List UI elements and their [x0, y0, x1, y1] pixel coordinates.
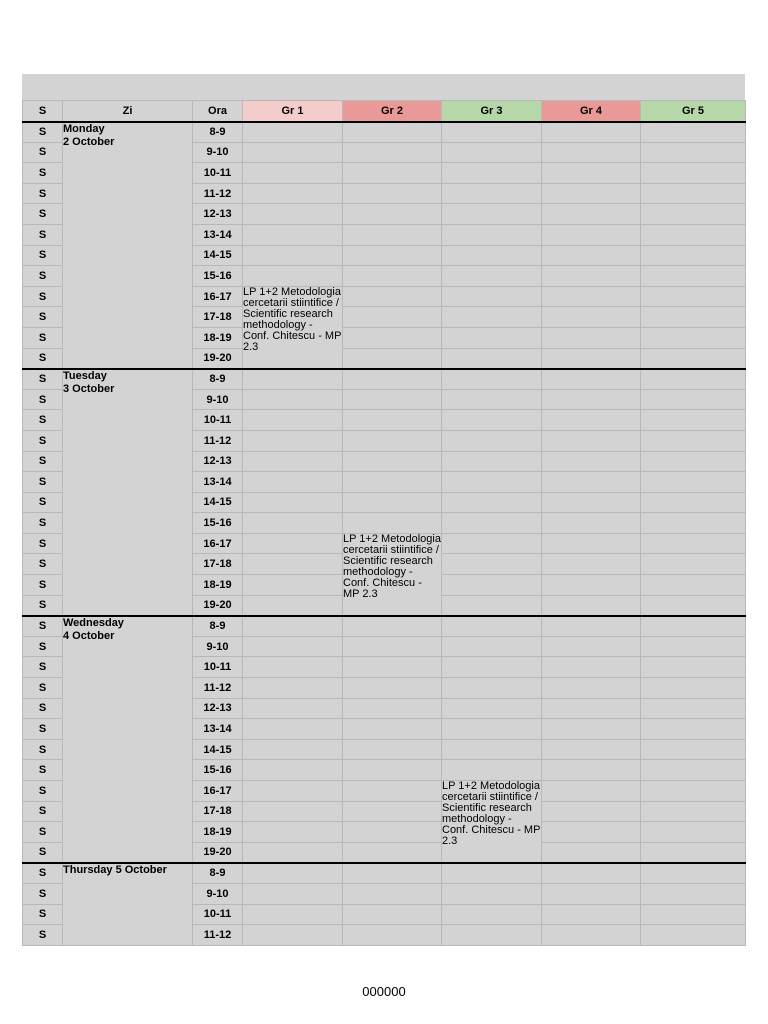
hour-cell: 19-20: [193, 348, 243, 369]
group-slot: [542, 883, 641, 904]
group-slot: [641, 327, 746, 348]
group-slot: [243, 389, 343, 410]
group-slot: [243, 224, 343, 245]
group-slot: [442, 533, 542, 554]
group-slot: [442, 451, 542, 472]
hour-cell: 16-17: [193, 781, 243, 802]
hour-cell: 10-11: [193, 904, 243, 925]
group-slot: [442, 389, 542, 410]
group-slot: [442, 616, 542, 637]
week-marker: S: [23, 719, 63, 740]
group-slot: [542, 492, 641, 513]
col-header-gr4: Gr 4: [542, 101, 641, 122]
group-slot: [442, 307, 542, 328]
group-slot: [243, 472, 343, 493]
header-row: [23, 101, 746, 122]
group-slot: [542, 657, 641, 678]
week-marker: S: [23, 883, 63, 904]
group-slot: [442, 925, 542, 946]
group-slot: [641, 430, 746, 451]
group-slot: [343, 678, 442, 699]
week-marker: S: [23, 327, 63, 348]
course-block: LP 1+2 Metodologia cercetarii stiintifice / Scientific research methodology - Conf. Chitescu - MP 2.3: [343, 533, 442, 615]
hour-cell: 14-15: [193, 739, 243, 760]
group-slot: [641, 122, 746, 143]
group-slot: [641, 266, 746, 287]
hour-cell: 19-20: [193, 842, 243, 863]
hour-cell: 10-11: [193, 657, 243, 678]
hour-cell: 15-16: [193, 266, 243, 287]
group-slot: [442, 245, 542, 266]
group-slot: [542, 513, 641, 534]
week-marker: S: [23, 533, 63, 554]
group-slot: [542, 863, 641, 884]
group-slot: [542, 245, 641, 266]
group-slot: [542, 719, 641, 740]
week-marker: S: [23, 142, 63, 163]
group-slot: [442, 183, 542, 204]
group-slot: [641, 369, 746, 390]
group-slot: [641, 801, 746, 822]
day-label: Tuesday 3 October: [63, 369, 193, 616]
week-marker: S: [23, 657, 63, 678]
hour-cell: 9-10: [193, 883, 243, 904]
hour-cell: 15-16: [193, 513, 243, 534]
group-slot: [243, 842, 343, 863]
group-slot: [243, 657, 343, 678]
hour-cell: 16-17: [193, 286, 243, 307]
week-marker: S: [23, 739, 63, 760]
group-slot: [442, 575, 542, 596]
hour-cell: 12-13: [193, 451, 243, 472]
hour-cell: 10-11: [193, 410, 243, 431]
week-marker: S: [23, 636, 63, 657]
group-slot: [641, 863, 746, 884]
group-slot: [442, 513, 542, 534]
schedule-row: [23, 369, 746, 390]
week-marker: S: [23, 183, 63, 204]
group-slot: [343, 863, 442, 884]
group-slot: [243, 781, 343, 802]
group-slot: [641, 883, 746, 904]
group-slot: [641, 286, 746, 307]
group-slot: [243, 410, 343, 431]
col-header-gr3: Gr 3: [442, 101, 542, 122]
week-marker: S: [23, 451, 63, 472]
hour-cell: 12-13: [193, 204, 243, 225]
group-slot: [243, 595, 343, 616]
group-slot: [343, 348, 442, 369]
group-slot: [343, 925, 442, 946]
group-slot: [542, 801, 641, 822]
group-slot: [343, 122, 442, 143]
hour-cell: 11-12: [193, 183, 243, 204]
group-slot: [641, 760, 746, 781]
group-slot: [542, 698, 641, 719]
group-slot: [641, 183, 746, 204]
group-slot: [442, 760, 542, 781]
group-slot: [641, 678, 746, 699]
hour-cell: 15-16: [193, 760, 243, 781]
group-slot: [641, 389, 746, 410]
group-slot: [442, 678, 542, 699]
group-slot: [243, 554, 343, 575]
group-slot: [243, 513, 343, 534]
group-slot: [442, 348, 542, 369]
group-slot: [343, 204, 442, 225]
group-slot: [442, 554, 542, 575]
col-header-gr5: Gr 5: [641, 101, 746, 122]
group-slot: [641, 307, 746, 328]
week-marker: S: [23, 595, 63, 616]
hour-cell: 9-10: [193, 142, 243, 163]
week-marker: S: [23, 266, 63, 287]
group-slot: [542, 595, 641, 616]
week-marker: S: [23, 760, 63, 781]
schedule-row: [23, 616, 746, 637]
group-slot: [641, 904, 746, 925]
group-slot: [542, 327, 641, 348]
header-band: [22, 74, 745, 100]
group-slot: [641, 348, 746, 369]
week-marker: S: [23, 430, 63, 451]
group-slot: [243, 883, 343, 904]
group-slot: [343, 616, 442, 637]
week-marker: S: [23, 904, 63, 925]
group-slot: [641, 575, 746, 596]
group-slot: [442, 286, 542, 307]
group-slot: [542, 842, 641, 863]
group-slot: [542, 533, 641, 554]
group-slot: [243, 801, 343, 822]
group-slot: [542, 204, 641, 225]
group-slot: [243, 492, 343, 513]
page-footer: 000000: [362, 984, 406, 999]
group-slot: [542, 575, 641, 596]
hour-cell: 16-17: [193, 533, 243, 554]
hour-cell: 12-13: [193, 698, 243, 719]
group-slot: [442, 163, 542, 184]
col-header-ora: Ora: [193, 101, 243, 122]
group-slot: [542, 678, 641, 699]
hour-cell: 10-11: [193, 163, 243, 184]
group-slot: [442, 142, 542, 163]
hour-cell: 8-9: [193, 122, 243, 143]
group-slot: [542, 163, 641, 184]
group-slot: [641, 245, 746, 266]
group-slot: [442, 224, 542, 245]
week-marker: S: [23, 369, 63, 390]
hour-cell: 11-12: [193, 430, 243, 451]
group-slot: [343, 801, 442, 822]
group-slot: [343, 142, 442, 163]
group-slot: [641, 410, 746, 431]
hour-cell: 8-9: [193, 369, 243, 390]
group-slot: [641, 224, 746, 245]
group-slot: [243, 719, 343, 740]
group-slot: [442, 657, 542, 678]
group-slot: [243, 863, 343, 884]
schedule-table: [22, 100, 746, 946]
group-slot: [542, 348, 641, 369]
group-slot: [343, 266, 442, 287]
group-slot: [343, 842, 442, 863]
col-header-gr1: Gr 1: [243, 101, 343, 122]
hour-cell: 9-10: [193, 636, 243, 657]
schedule-row: [23, 863, 746, 884]
group-slot: [442, 636, 542, 657]
group-slot: [542, 554, 641, 575]
hour-cell: 13-14: [193, 472, 243, 493]
group-slot: [343, 492, 442, 513]
hour-cell: 8-9: [193, 863, 243, 884]
week-marker: S: [23, 822, 63, 843]
group-slot: [243, 204, 343, 225]
group-slot: [542, 822, 641, 843]
group-slot: [542, 430, 641, 451]
group-slot: [641, 513, 746, 534]
hour-cell: 17-18: [193, 554, 243, 575]
col-header-gr2: Gr 2: [343, 101, 442, 122]
group-slot: [442, 698, 542, 719]
hour-cell: 11-12: [193, 678, 243, 699]
week-marker: S: [23, 224, 63, 245]
group-slot: [343, 513, 442, 534]
hour-cell: 14-15: [193, 492, 243, 513]
week-marker: S: [23, 925, 63, 946]
group-slot: [343, 781, 442, 802]
group-slot: [542, 307, 641, 328]
group-slot: [343, 245, 442, 266]
group-slot: [641, 719, 746, 740]
group-slot: [442, 410, 542, 431]
col-header-s: S: [23, 101, 63, 122]
group-slot: [243, 575, 343, 596]
week-marker: S: [23, 492, 63, 513]
group-slot: [542, 739, 641, 760]
week-marker: S: [23, 863, 63, 884]
week-marker: S: [23, 410, 63, 431]
group-slot: [641, 142, 746, 163]
group-slot: [343, 224, 442, 245]
group-slot: [641, 492, 746, 513]
group-slot: [542, 410, 641, 431]
group-slot: [442, 204, 542, 225]
group-slot: [641, 533, 746, 554]
group-slot: [542, 286, 641, 307]
week-marker: S: [23, 204, 63, 225]
group-slot: [343, 307, 442, 328]
group-slot: [641, 657, 746, 678]
week-marker: S: [23, 616, 63, 637]
group-slot: [542, 616, 641, 637]
week-marker: S: [23, 801, 63, 822]
group-slot: [343, 369, 442, 390]
group-slot: [442, 863, 542, 884]
group-slot: [243, 183, 343, 204]
group-slot: [641, 616, 746, 637]
group-slot: [641, 842, 746, 863]
group-slot: [243, 142, 343, 163]
group-slot: [343, 822, 442, 843]
group-slot: [343, 430, 442, 451]
group-slot: [343, 719, 442, 740]
group-slot: [442, 472, 542, 493]
hour-cell: 18-19: [193, 327, 243, 348]
group-slot: [542, 760, 641, 781]
group-slot: [343, 904, 442, 925]
group-slot: [641, 636, 746, 657]
group-slot: [542, 925, 641, 946]
hour-cell: 8-9: [193, 616, 243, 637]
schedule-row: [23, 122, 746, 143]
hour-cell: 13-14: [193, 224, 243, 245]
hour-cell: 17-18: [193, 801, 243, 822]
group-slot: [343, 286, 442, 307]
group-slot: [343, 636, 442, 657]
group-slot: [442, 122, 542, 143]
group-slot: [343, 163, 442, 184]
group-slot: [243, 678, 343, 699]
group-slot: [243, 163, 343, 184]
hour-cell: 18-19: [193, 575, 243, 596]
group-slot: [343, 327, 442, 348]
group-slot: [243, 739, 343, 760]
group-slot: [343, 472, 442, 493]
group-slot: [243, 533, 343, 554]
group-slot: [542, 122, 641, 143]
group-slot: [243, 698, 343, 719]
group-slot: [243, 122, 343, 143]
group-slot: [442, 492, 542, 513]
group-slot: [243, 430, 343, 451]
group-slot: [641, 472, 746, 493]
week-marker: S: [23, 575, 63, 596]
week-marker: S: [23, 554, 63, 575]
group-slot: [641, 822, 746, 843]
group-slot: [243, 245, 343, 266]
week-marker: S: [23, 163, 63, 184]
group-slot: [243, 904, 343, 925]
group-slot: [641, 554, 746, 575]
col-header-zi: Zi: [63, 101, 193, 122]
group-slot: [343, 883, 442, 904]
hour-cell: 9-10: [193, 389, 243, 410]
group-slot: [243, 822, 343, 843]
group-slot: [641, 451, 746, 472]
week-marker: S: [23, 286, 63, 307]
day-label: Wednesday 4 October: [63, 616, 193, 863]
group-slot: [243, 616, 343, 637]
group-slot: [243, 636, 343, 657]
group-slot: [542, 781, 641, 802]
group-slot: [641, 781, 746, 802]
group-slot: [243, 369, 343, 390]
group-slot: [641, 595, 746, 616]
day-label: Monday 2 October: [63, 122, 193, 369]
group-slot: [442, 904, 542, 925]
week-marker: S: [23, 472, 63, 493]
hour-cell: 11-12: [193, 925, 243, 946]
group-slot: [343, 760, 442, 781]
group-slot: [442, 719, 542, 740]
group-slot: [442, 595, 542, 616]
group-slot: [243, 925, 343, 946]
week-marker: S: [23, 842, 63, 863]
hour-cell: 13-14: [193, 719, 243, 740]
week-marker: S: [23, 122, 63, 143]
group-slot: [442, 739, 542, 760]
group-slot: [343, 698, 442, 719]
group-slot: [641, 204, 746, 225]
group-slot: [243, 760, 343, 781]
hour-cell: 17-18: [193, 307, 243, 328]
group-slot: [343, 410, 442, 431]
group-slot: [542, 472, 641, 493]
group-slot: [343, 451, 442, 472]
group-slot: [542, 142, 641, 163]
group-slot: [542, 904, 641, 925]
group-slot: [442, 327, 542, 348]
group-slot: [442, 369, 542, 390]
group-slot: [243, 266, 343, 287]
group-slot: [542, 183, 641, 204]
week-marker: S: [23, 389, 63, 410]
hour-cell: 19-20: [193, 595, 243, 616]
group-slot: [542, 451, 641, 472]
group-slot: [343, 183, 442, 204]
hour-cell: 18-19: [193, 822, 243, 843]
group-slot: [641, 925, 746, 946]
group-slot: [542, 389, 641, 410]
week-marker: S: [23, 307, 63, 328]
week-marker: S: [23, 348, 63, 369]
group-slot: [343, 657, 442, 678]
group-slot: [442, 266, 542, 287]
group-slot: [442, 883, 542, 904]
day-label: Thursday 5 October: [63, 863, 193, 945]
group-slot: [542, 636, 641, 657]
group-slot: [542, 224, 641, 245]
group-slot: [542, 369, 641, 390]
week-marker: S: [23, 245, 63, 266]
group-slot: [542, 266, 641, 287]
course-block: LP 1+2 Metodologia cercetarii stiintifice / Scientific research methodology - Conf. Chitescu - MP 2.3: [243, 286, 343, 368]
group-slot: [641, 163, 746, 184]
group-slot: [343, 739, 442, 760]
week-marker: S: [23, 678, 63, 699]
course-block: LP 1+2 Metodologia cercetarii stiintifice / Scientific research methodology - Conf. Chitescu - MP 2.3: [442, 781, 542, 863]
group-slot: [442, 430, 542, 451]
week-marker: S: [23, 698, 63, 719]
group-slot: [641, 698, 746, 719]
week-marker: S: [23, 781, 63, 802]
group-slot: [243, 451, 343, 472]
hour-cell: 14-15: [193, 245, 243, 266]
group-slot: [343, 389, 442, 410]
group-slot: [641, 739, 746, 760]
week-marker: S: [23, 513, 63, 534]
